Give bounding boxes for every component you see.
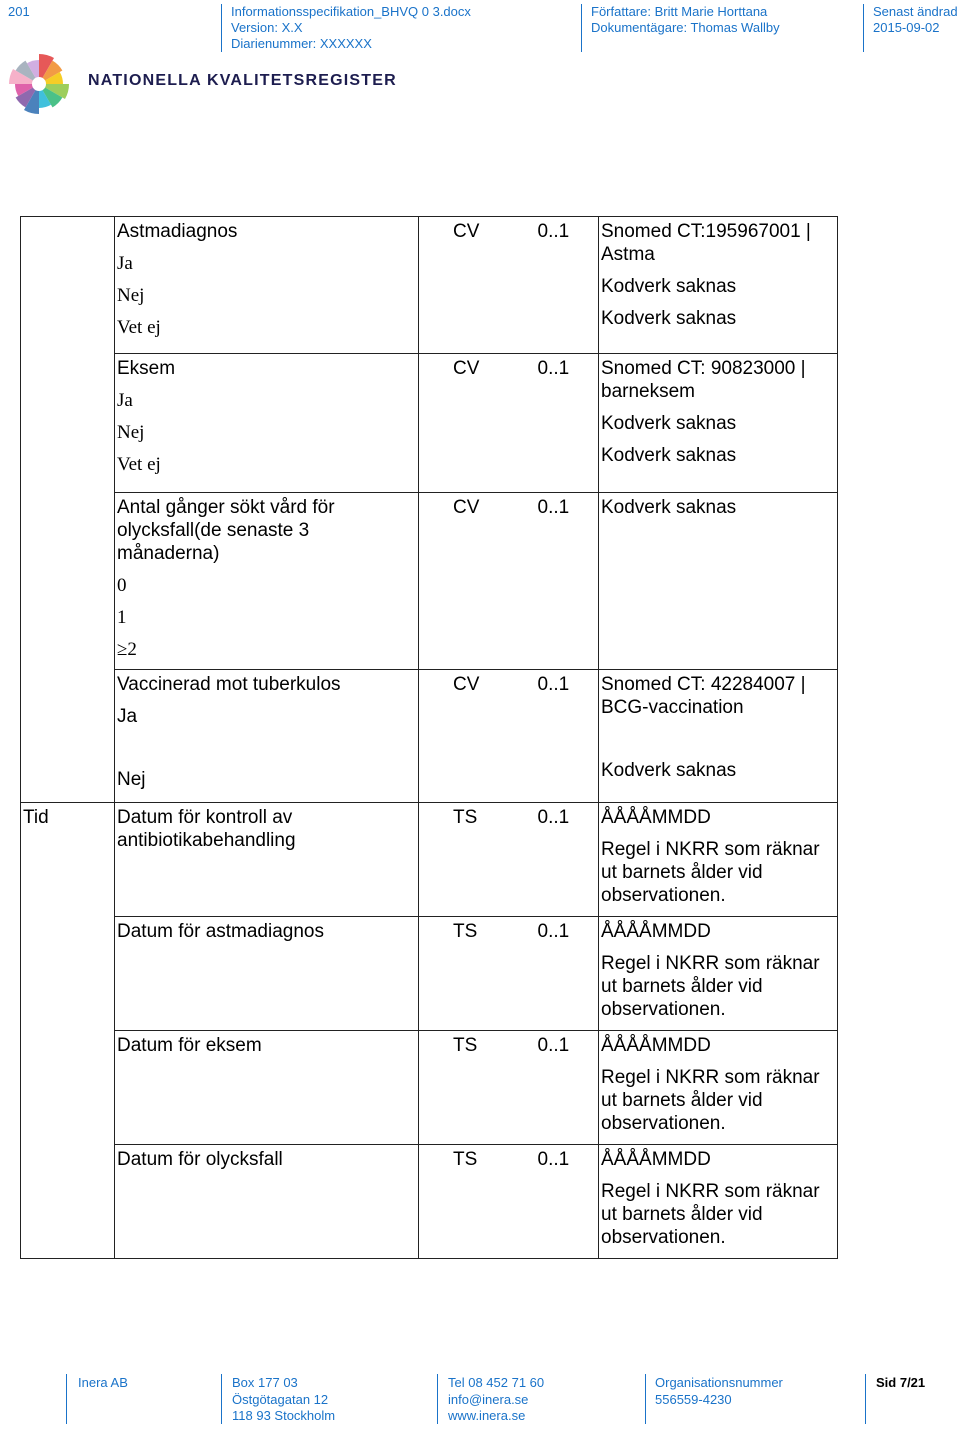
- code-value: ÅÅÅÅMMDD: [601, 807, 711, 828]
- code-value: Snomed CT:195967001 | Astma: [601, 221, 811, 265]
- attribute-name: Datum för eksem: [117, 1035, 262, 1056]
- type-cell: CV: [419, 670, 516, 803]
- footer-divider: [865, 1374, 866, 1424]
- multiplicity-cell: 0..1: [516, 803, 599, 917]
- code-cell: [599, 493, 838, 670]
- code-cell: [599, 1031, 838, 1145]
- brand-name: NATIONELLA KVALITETSREGISTER: [88, 72, 397, 89]
- group-cell: [21, 493, 115, 670]
- type-cell: TS: [419, 803, 516, 917]
- attribute-cell: [115, 1145, 419, 1259]
- value-option: Ja: [117, 390, 133, 411]
- type-cell: CV: [419, 493, 516, 670]
- attribute-name: Antal gånger sökt vård för olycksfall(de senaste 3 månaderna): [117, 497, 335, 564]
- code-cell: [599, 217, 838, 354]
- multiplicity-cell: 0..1: [516, 354, 599, 493]
- footer-phone: Tel 08 452 71 60: [448, 1375, 545, 1390]
- code-value: Regel i NKRR som räknar ut barnets ålder vid observationen.: [601, 953, 820, 1020]
- value-option: Ja: [117, 706, 138, 727]
- type-cell: CV: [419, 217, 516, 354]
- footer-website[interactable]: www.inera.se: [448, 1408, 526, 1423]
- attribute-cell: [115, 493, 419, 670]
- footer-contact: [448, 1375, 544, 1425]
- page-footer: [0, 1372, 960, 1432]
- value-option: 1: [117, 607, 127, 628]
- group-cell: Tid: [21, 803, 115, 917]
- value-option: ≥2: [117, 639, 137, 660]
- page-header: [0, 0, 960, 55]
- code-value: Regel i NKRR som räknar ut barnets ålder vid observationen.: [601, 1181, 820, 1248]
- attribute-name: Datum för olycksfall: [117, 1149, 283, 1170]
- code-value: Kodverk saknas: [601, 497, 737, 518]
- header-version: Version: X.X: [231, 20, 303, 35]
- footer-org-label: Organisationsnummer: [655, 1375, 783, 1390]
- code-value: Kodverk saknas: [601, 413, 737, 434]
- type-cell: TS: [419, 1145, 516, 1259]
- code-value: ÅÅÅÅMMDD: [601, 921, 711, 942]
- code-cell: [599, 917, 838, 1031]
- header-owner: Dokumentägare: Thomas Wallby: [591, 20, 780, 35]
- attribute-name: Eksem: [117, 358, 176, 379]
- footer-org: [655, 1375, 783, 1408]
- header-document-info: [231, 4, 471, 52]
- type-cell: TS: [419, 1031, 516, 1145]
- group-cell: [21, 670, 115, 803]
- code-value: Kodverk saknas: [601, 760, 737, 781]
- footer-city: 118 93 Stockholm: [232, 1408, 336, 1423]
- footer-org-number: 556559-4230: [655, 1391, 732, 1407]
- code-cell: [599, 354, 838, 493]
- code-value: ÅÅÅÅMMDD: [601, 1035, 711, 1056]
- table-row: [21, 917, 838, 1031]
- header-filename: Informationsspecifikation_BHVQ 0 3.docx: [231, 4, 471, 19]
- code-value: Snomed CT: 90823000 | barneksem: [601, 358, 806, 402]
- code-cell: [599, 1145, 838, 1259]
- attribute-cell: [115, 803, 419, 917]
- footer-company: Inera AB: [78, 1375, 128, 1390]
- header-divider: [863, 4, 864, 52]
- value-option: Nej: [117, 422, 145, 443]
- code-value: Kodverk saknas: [601, 276, 737, 297]
- header-modified-date: 2015-09-02: [873, 20, 940, 35]
- table-row: [21, 1031, 838, 1145]
- value-option: Vet ej: [117, 317, 161, 338]
- header-modified-label: Senast ändrad: [873, 4, 958, 19]
- header-diarienummer: Diarienummer: XXXXXX: [231, 36, 372, 51]
- value-option: 0: [117, 575, 127, 596]
- value-option: Vet ej: [117, 454, 161, 475]
- attribute-cell: [115, 354, 419, 493]
- header-doc-number: 201: [8, 4, 30, 19]
- footer-divider: [437, 1374, 438, 1424]
- multiplicity-cell: 0..1: [516, 1145, 599, 1259]
- footer-divider: [66, 1374, 67, 1424]
- multiplicity-cell: 0..1: [516, 670, 599, 803]
- attribute-cell: [115, 670, 419, 803]
- group-cell: [21, 217, 115, 354]
- attribute-name: Astmadiagnos: [117, 221, 238, 242]
- footer-divider: [221, 1374, 222, 1424]
- code-value: Kodverk saknas: [601, 308, 737, 329]
- footer-street: Östgötagatan 12: [232, 1391, 329, 1407]
- group-cell: [21, 1031, 115, 1145]
- attribute-cell: [115, 217, 419, 354]
- table-row: [21, 354, 838, 493]
- footer-divider: [645, 1374, 646, 1424]
- value-option: Nej: [117, 285, 145, 306]
- table-row: [21, 803, 838, 917]
- header-authors: [591, 4, 780, 36]
- multiplicity-cell: 0..1: [516, 917, 599, 1031]
- table-row: [21, 670, 838, 803]
- page-number: Sid 7/21: [876, 1375, 926, 1390]
- header-divider: [581, 4, 582, 52]
- multiplicity-cell: 0..1: [516, 1031, 599, 1145]
- attribute-cell: [115, 917, 419, 1031]
- table-row: [21, 217, 838, 354]
- footer-address: [232, 1375, 335, 1425]
- header-author: Författare: Britt Marie Horttana: [591, 4, 768, 19]
- value-option: Nej: [117, 769, 146, 790]
- code-cell: [599, 670, 838, 803]
- registry-logo-icon: [6, 50, 76, 114]
- header-modified: [873, 4, 958, 36]
- code-cell: [599, 803, 838, 917]
- code-value: Snomed CT: 42284007 | BCG-vaccination: [601, 674, 806, 718]
- table-row: [21, 1145, 838, 1259]
- attribute-name: Vaccinerad mot tuberkulos: [117, 674, 341, 695]
- type-cell: CV: [419, 354, 516, 493]
- group-cell: [21, 917, 115, 1031]
- type-cell: TS: [419, 917, 516, 1031]
- code-value: Regel i NKRR som räknar ut barnets ålder vid observationen.: [601, 839, 820, 906]
- multiplicity-cell: 0..1: [516, 217, 599, 354]
- attribute-name: Datum för astmadiagnos: [117, 921, 324, 942]
- attribute-cell: [115, 1031, 419, 1145]
- code-value: Kodverk saknas: [601, 445, 737, 466]
- code-value: Regel i NKRR som räknar ut barnets ålder vid observationen.: [601, 1067, 820, 1134]
- footer-email[interactable]: info@inera.se: [448, 1391, 529, 1407]
- group-cell: [21, 354, 115, 493]
- footer-box: Box 177 03: [232, 1375, 298, 1390]
- specification-table: [20, 216, 838, 1259]
- header-divider: [221, 4, 222, 52]
- multiplicity-cell: 0..1: [516, 493, 599, 670]
- table-row: [21, 493, 838, 670]
- value-option: Ja: [117, 253, 133, 274]
- code-value: ÅÅÅÅMMDD: [601, 1149, 711, 1170]
- group-cell: [21, 1145, 115, 1259]
- attribute-name: Datum för kontroll av antibiotikabehandling: [117, 807, 296, 851]
